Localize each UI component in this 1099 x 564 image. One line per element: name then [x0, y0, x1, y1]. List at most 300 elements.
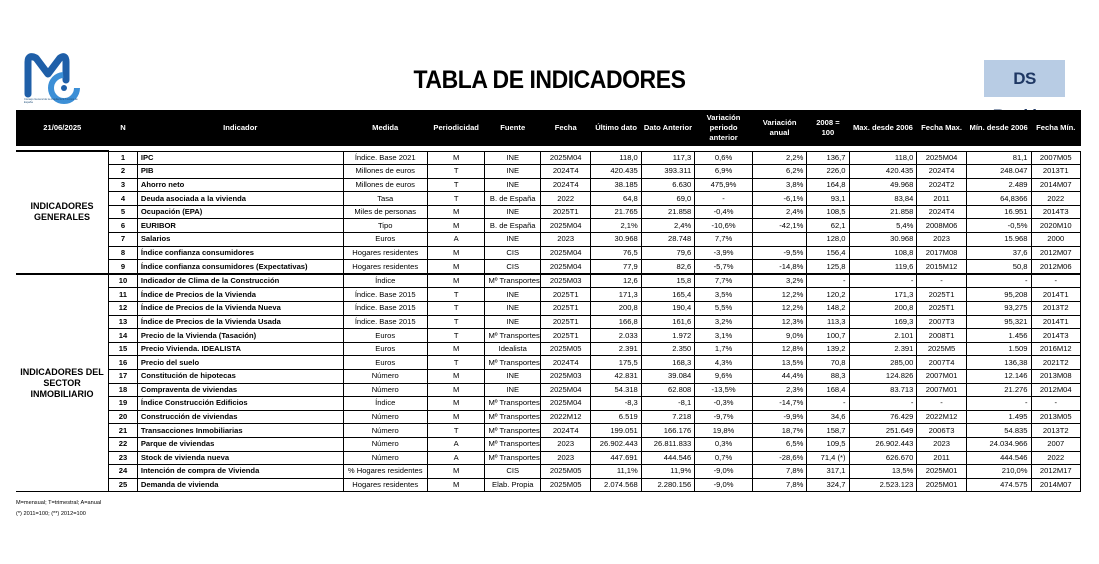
min-date: 2007M05: [1031, 151, 1080, 165]
min-date: 2014M07: [1031, 478, 1080, 492]
previous-value: 6.630: [641, 178, 694, 192]
table-row: [16, 342, 1081, 356]
periodicity: M: [427, 151, 485, 165]
indicator-name: Stock de vivienda nueva: [137, 451, 343, 465]
max-date: 2025M04: [917, 151, 966, 165]
min-value: 12.146: [966, 370, 1031, 384]
periodicity: M: [427, 342, 485, 356]
date: 2025T1: [541, 302, 591, 316]
source: INE: [485, 370, 541, 384]
last-value: 6.519: [591, 410, 641, 424]
date: 2025M04: [541, 151, 591, 165]
measure: Índice. Base 2015: [343, 302, 427, 316]
last-value: 30.968: [591, 233, 641, 247]
row-number: 2: [109, 165, 138, 179]
indicator-name: Índice confianza consumidores: [137, 246, 343, 260]
previous-value: 2.350: [641, 342, 694, 356]
min-date: -: [1031, 274, 1080, 288]
indicator-name: Precio Vivienda. IDEALISTA: [137, 342, 343, 356]
date: 2025T1: [541, 205, 591, 219]
row-number: 6: [109, 219, 138, 233]
max-value: 124.826: [849, 370, 917, 384]
base-2008: -: [807, 274, 849, 288]
min-date: 2013M05: [1031, 410, 1080, 424]
indicator-name: Constitución de hipotecas: [137, 370, 343, 384]
min-value: 64,8366: [966, 192, 1031, 206]
date: 2025M03: [541, 370, 591, 384]
min-value: 2.489: [966, 178, 1031, 192]
table-row: [16, 274, 1081, 288]
max-date: 2022M12: [917, 410, 966, 424]
previous-value: 39.084: [641, 370, 694, 384]
date: 2025M04: [541, 260, 591, 274]
measure: Número: [343, 424, 427, 438]
previous-value: 26.811.833: [641, 437, 694, 451]
max-value: 420.435: [849, 165, 917, 179]
last-value: 171,3: [591, 288, 641, 302]
last-value: 420.435: [591, 165, 641, 179]
periodicity: T: [427, 424, 485, 438]
table-row: [16, 478, 1081, 492]
min-value: 15.968: [966, 233, 1031, 247]
min-date: 2014T1: [1031, 315, 1080, 329]
last-value: 42.831: [591, 370, 641, 384]
group-label: INDICADORES GENERALES: [16, 151, 109, 274]
date: 2025T1: [541, 329, 591, 343]
periodicity: T: [427, 302, 485, 316]
max-date: 2015M12: [917, 260, 966, 274]
header-ultimo: Último dato: [591, 110, 641, 146]
source: CIS: [485, 465, 541, 479]
variation-annual: -28,6%: [752, 451, 807, 465]
max-value: 5,4%: [849, 219, 917, 233]
footnote: M=mensual; T=trimestral; A=anual: [16, 500, 102, 506]
max-value: -: [849, 274, 917, 288]
row-number: 1: [109, 151, 138, 165]
variation-previous: -0,4%: [695, 205, 753, 219]
variation-annual: -9,9%: [752, 410, 807, 424]
source: Mº Transportes: [485, 329, 541, 343]
previous-value: 21.858: [641, 205, 694, 219]
variation-previous: 7,7%: [695, 233, 753, 247]
base-2008: 139,2: [807, 342, 849, 356]
min-value: 93,275: [966, 302, 1031, 316]
indicator-name: Compraventa de viviendas: [137, 383, 343, 397]
min-date: 2013T2: [1031, 302, 1080, 316]
base-2008: 70,8: [807, 356, 849, 370]
max-value: 26.902.443: [849, 437, 917, 451]
previous-value: 82,6: [641, 260, 694, 274]
table-row: [16, 260, 1081, 274]
table-row: [16, 205, 1081, 219]
table-body: [16, 151, 1081, 492]
max-value: 119,6: [849, 260, 917, 274]
last-value: 2,1%: [591, 219, 641, 233]
measure: Tasa: [343, 192, 427, 206]
date: 2025M04: [541, 397, 591, 411]
source: Mº Transportes: [485, 451, 541, 465]
variation-previous: -9,0%: [695, 478, 753, 492]
base-2008: 109,5: [807, 437, 849, 451]
variation-annual: 12,3%: [752, 315, 807, 329]
row-number: 19: [109, 397, 138, 411]
source: Mº Transportes: [485, 437, 541, 451]
variation-annual: 18,7%: [752, 424, 807, 438]
header-indicador: Indicador: [137, 110, 343, 146]
header-medida: Medida: [343, 110, 427, 146]
table-row: [16, 151, 1081, 165]
source: INE: [485, 233, 541, 247]
periodicity: M: [427, 274, 485, 288]
variation-annual: 2,4%: [752, 205, 807, 219]
measure: Euros: [343, 233, 427, 247]
variation-annual: 3,2%: [752, 274, 807, 288]
last-value: 2.391: [591, 342, 641, 356]
page-title: TABLA DE INDICADORES: [413, 66, 686, 94]
min-date: 2013M08: [1031, 370, 1080, 384]
indicator-name: Ocupación (EPA): [137, 205, 343, 219]
periodicity: M: [427, 246, 485, 260]
base-2008: 71,4 (*): [807, 451, 849, 465]
source: Elab. Propia: [485, 478, 541, 492]
min-date: 2012M04: [1031, 383, 1080, 397]
base-2008: 324,7: [807, 478, 849, 492]
previous-value: 393.311: [641, 165, 694, 179]
indicator-name: Indicador de Clima de la Construcción: [137, 274, 343, 288]
indicator-name: EURIBOR: [137, 219, 343, 233]
row-number: 20: [109, 410, 138, 424]
variation-annual: [752, 233, 807, 247]
date: 2025M05: [541, 478, 591, 492]
min-value: 1.509: [966, 342, 1031, 356]
indicator-name: Construcción de viviendas: [137, 410, 343, 424]
previous-value: 166.176: [641, 424, 694, 438]
variation-annual: 2,3%: [752, 383, 807, 397]
periodicity: M: [427, 219, 485, 233]
variation-annual: 6,5%: [752, 437, 807, 451]
min-value: 81,1: [966, 151, 1031, 165]
last-value: 11,1%: [591, 465, 641, 479]
source: INE: [485, 178, 541, 192]
table-row: [16, 437, 1081, 451]
min-value: 248.047: [966, 165, 1031, 179]
last-value: 12,6: [591, 274, 641, 288]
header-periodicidad: Periodicidad: [427, 110, 485, 146]
date: 2022M12: [541, 410, 591, 424]
periodicity: M: [427, 383, 485, 397]
row-number: 15: [109, 342, 138, 356]
indicator-name: Índice de Precios de la Vivienda Nueva: [137, 302, 343, 316]
max-value: 83,84: [849, 192, 917, 206]
min-date: 2000: [1031, 233, 1080, 247]
variation-annual: 9,0%: [752, 329, 807, 343]
measure: Número: [343, 410, 427, 424]
variation-annual: 12,2%: [752, 288, 807, 302]
variation-annual: 12,8%: [752, 342, 807, 356]
periodicity: M: [427, 410, 485, 424]
variation-annual: -14,8%: [752, 260, 807, 274]
last-value: 26.902.443: [591, 437, 641, 451]
base-2008: 226,0: [807, 165, 849, 179]
previous-value: 79,6: [641, 246, 694, 260]
periodicity: T: [427, 178, 485, 192]
indicator-name: Índice de Precios de la Vivienda: [137, 288, 343, 302]
measure: Índice: [343, 274, 427, 288]
min-value: -0,5%: [966, 219, 1031, 233]
variation-previous: 0,3%: [695, 437, 753, 451]
min-value: 136,38: [966, 356, 1031, 370]
last-value: 166,8: [591, 315, 641, 329]
date: 2023: [541, 451, 591, 465]
source: INE: [485, 383, 541, 397]
previous-value: 28.748: [641, 233, 694, 247]
row-number: 3: [109, 178, 138, 192]
max-date: -: [917, 274, 966, 288]
previous-value: 15,8: [641, 274, 694, 288]
max-value: 285,00: [849, 356, 917, 370]
previous-value: 2.280.156: [641, 478, 694, 492]
source: INE: [485, 288, 541, 302]
periodicity: M: [427, 478, 485, 492]
max-value: 626.670: [849, 451, 917, 465]
min-value: 1.495: [966, 410, 1031, 424]
source: INE: [485, 205, 541, 219]
max-value: 76.429: [849, 410, 917, 424]
row-number: 13: [109, 315, 138, 329]
min-value: 95,321: [966, 315, 1031, 329]
previous-value: 1.972: [641, 329, 694, 343]
measure: % Hogares residentes: [343, 465, 427, 479]
max-date: 2007T4: [917, 356, 966, 370]
header-fecha-min: Fecha Mín.: [1031, 110, 1080, 146]
measure: Número: [343, 451, 427, 465]
variation-previous: -9,0%: [695, 465, 753, 479]
periodicity: M: [427, 205, 485, 219]
max-value: 49.968: [849, 178, 917, 192]
base-2008: 108,5: [807, 205, 849, 219]
footnote: (*) 2011=100; (**) 2012=100: [16, 511, 86, 517]
table-row: [16, 451, 1081, 465]
row-number: 10: [109, 274, 138, 288]
max-date: 2023: [917, 437, 966, 451]
source: Mº Transportes: [485, 274, 541, 288]
footnotes: [16, 498, 101, 520]
date: 2025T1: [541, 315, 591, 329]
min-date: 2014M07: [1031, 178, 1080, 192]
row-number: 8: [109, 246, 138, 260]
date: 2025T1: [541, 288, 591, 302]
previous-value: 62.808: [641, 383, 694, 397]
variation-previous: 3,2%: [695, 315, 753, 329]
measure: Millones de euros: [343, 178, 427, 192]
previous-value: 161,6: [641, 315, 694, 329]
measure: Índice. Base 2021: [343, 151, 427, 165]
periodicity: M: [427, 260, 485, 274]
variation-previous: 0,7%: [695, 451, 753, 465]
base-2008: 168,4: [807, 383, 849, 397]
measure: Euros: [343, 356, 427, 370]
min-value: -: [966, 397, 1031, 411]
table-row: [16, 397, 1081, 411]
max-value: 21.858: [849, 205, 917, 219]
min-value: 24.034.966: [966, 437, 1031, 451]
variation-annual: 7,8%: [752, 465, 807, 479]
min-value: 474.575: [966, 478, 1031, 492]
header-var-anual: Variación anual: [752, 110, 807, 146]
periodicity: A: [427, 437, 485, 451]
table-row: [16, 233, 1081, 247]
date: 2025M04: [541, 219, 591, 233]
source: B. de España: [485, 219, 541, 233]
base-2008: -: [807, 397, 849, 411]
date: 2024T4: [541, 424, 591, 438]
periodicity: A: [427, 233, 485, 247]
periodicity: M: [427, 370, 485, 384]
row-number: 7: [109, 233, 138, 247]
variation-annual: 7,8%: [752, 478, 807, 492]
source: Mº Transportes: [485, 424, 541, 438]
indicator-name: Ahorro neto: [137, 178, 343, 192]
variation-previous: 3,1%: [695, 329, 753, 343]
indicator-name: Transacciones Inmobiliarias: [137, 424, 343, 438]
indicator-name: Parque de viviendas: [137, 437, 343, 451]
previous-value: 69,0: [641, 192, 694, 206]
table-row: [16, 329, 1081, 343]
header-date: 21/06/2025: [16, 110, 109, 146]
periodicity: M: [427, 397, 485, 411]
min-date: 2012M06: [1031, 260, 1080, 274]
last-value: -8,3: [591, 397, 641, 411]
max-value: 30.968: [849, 233, 917, 247]
max-date: 2007M01: [917, 370, 966, 384]
last-value: 76,5: [591, 246, 641, 260]
min-date: 2021T2: [1031, 356, 1080, 370]
last-value: 200,8: [591, 302, 641, 316]
indicator-name: Precio del suelo: [137, 356, 343, 370]
row-number: 22: [109, 437, 138, 451]
table-row: [16, 165, 1081, 179]
row-number: 21: [109, 424, 138, 438]
max-date: 2025T1: [917, 302, 966, 316]
source: Idealista: [485, 342, 541, 356]
max-date: 2025T1: [917, 288, 966, 302]
indicator-name: Índice Construcción Edificios: [137, 397, 343, 411]
table-header-row: [16, 110, 1081, 146]
variation-previous: 19,8%: [695, 424, 753, 438]
date: 2025M05: [541, 342, 591, 356]
base-2008: 113,3: [807, 315, 849, 329]
variation-annual: 12,2%: [752, 302, 807, 316]
variation-annual: 6,2%: [752, 165, 807, 179]
variation-previous: 5,5%: [695, 302, 753, 316]
table-row: [16, 315, 1081, 329]
min-date: 2014T1: [1031, 288, 1080, 302]
variation-previous: 0,6%: [695, 151, 753, 165]
source: INE: [485, 315, 541, 329]
last-value: 2.033: [591, 329, 641, 343]
measure: Hogares residentes: [343, 246, 427, 260]
min-value: 50,8: [966, 260, 1031, 274]
min-date: 2013T1: [1031, 165, 1080, 179]
min-date: 2022: [1031, 192, 1080, 206]
base-2008: 317,1: [807, 465, 849, 479]
date: 2024T4: [541, 356, 591, 370]
table-row: [16, 219, 1081, 233]
indicator-name: Salarios: [137, 233, 343, 247]
last-value: 199.051: [591, 424, 641, 438]
min-value: 210,0%: [966, 465, 1031, 479]
periodicity: T: [427, 192, 485, 206]
source: B. de España: [485, 192, 541, 206]
base-2008: 148,2: [807, 302, 849, 316]
min-date: 2020M10: [1031, 219, 1080, 233]
source: Mº Transportes: [485, 397, 541, 411]
row-number: 11: [109, 288, 138, 302]
variation-previous: 1,7%: [695, 342, 753, 356]
variation-previous: 3,5%: [695, 288, 753, 302]
variation-previous: 4,3%: [695, 356, 753, 370]
indicator-name: Índice de Precios de la Vivienda Usada: [137, 315, 343, 329]
periodicity: M: [427, 465, 485, 479]
max-date: 2008M06: [917, 219, 966, 233]
variation-previous: 7,7%: [695, 274, 753, 288]
table-row: [16, 356, 1081, 370]
row-number: 24: [109, 465, 138, 479]
max-value: 171,3: [849, 288, 917, 302]
row-number: 5: [109, 205, 138, 219]
indicator-name: PIB: [137, 165, 343, 179]
date: 2022: [541, 192, 591, 206]
max-date: 2008T1: [917, 329, 966, 343]
last-value: 2.074.568: [591, 478, 641, 492]
header-base2008: 2008 = 100: [807, 110, 849, 146]
indicator-name: Demanda de vivienda: [137, 478, 343, 492]
previous-value: 7.218: [641, 410, 694, 424]
row-number: 14: [109, 329, 138, 343]
base-2008: 100,7: [807, 329, 849, 343]
max-date: 2017M08: [917, 246, 966, 260]
variation-previous: 9,6%: [695, 370, 753, 384]
header-var-anterior: Variación periodo anterior: [695, 110, 753, 146]
measure: Número: [343, 370, 427, 384]
variation-previous: -0,3%: [695, 397, 753, 411]
group-label: INDICADORES DEL SECTOR INMOBILIARIO: [16, 274, 109, 492]
table-row: [16, 465, 1081, 479]
base-2008: 34,6: [807, 410, 849, 424]
variation-annual: 3,8%: [752, 178, 807, 192]
last-value: 77,9: [591, 260, 641, 274]
base-2008: 93,1: [807, 192, 849, 206]
min-value: 95,208: [966, 288, 1031, 302]
indicator-name: Precio de la Vivienda (Tasación): [137, 329, 343, 343]
header-min: Mín. desde 2006: [966, 110, 1031, 146]
variation-previous: -5,7%: [695, 260, 753, 274]
measure: Miles de personas: [343, 205, 427, 219]
max-date: 2011: [917, 192, 966, 206]
variation-previous: -13,5%: [695, 383, 753, 397]
max-date: 2025M01: [917, 478, 966, 492]
base-2008: 156,4: [807, 246, 849, 260]
variation-annual: 2,2%: [752, 151, 807, 165]
row-number: 17: [109, 370, 138, 384]
row-number: 18: [109, 383, 138, 397]
min-value: -: [966, 274, 1031, 288]
table-row: [16, 424, 1081, 438]
variation-annual: 44,4%: [752, 370, 807, 384]
indicator-name: Deuda asociada a la vivienda: [137, 192, 343, 206]
source: Mº Transportes: [485, 356, 541, 370]
logo-caption: Consejo General de la Arquitectura Técnica de España: [24, 98, 78, 104]
